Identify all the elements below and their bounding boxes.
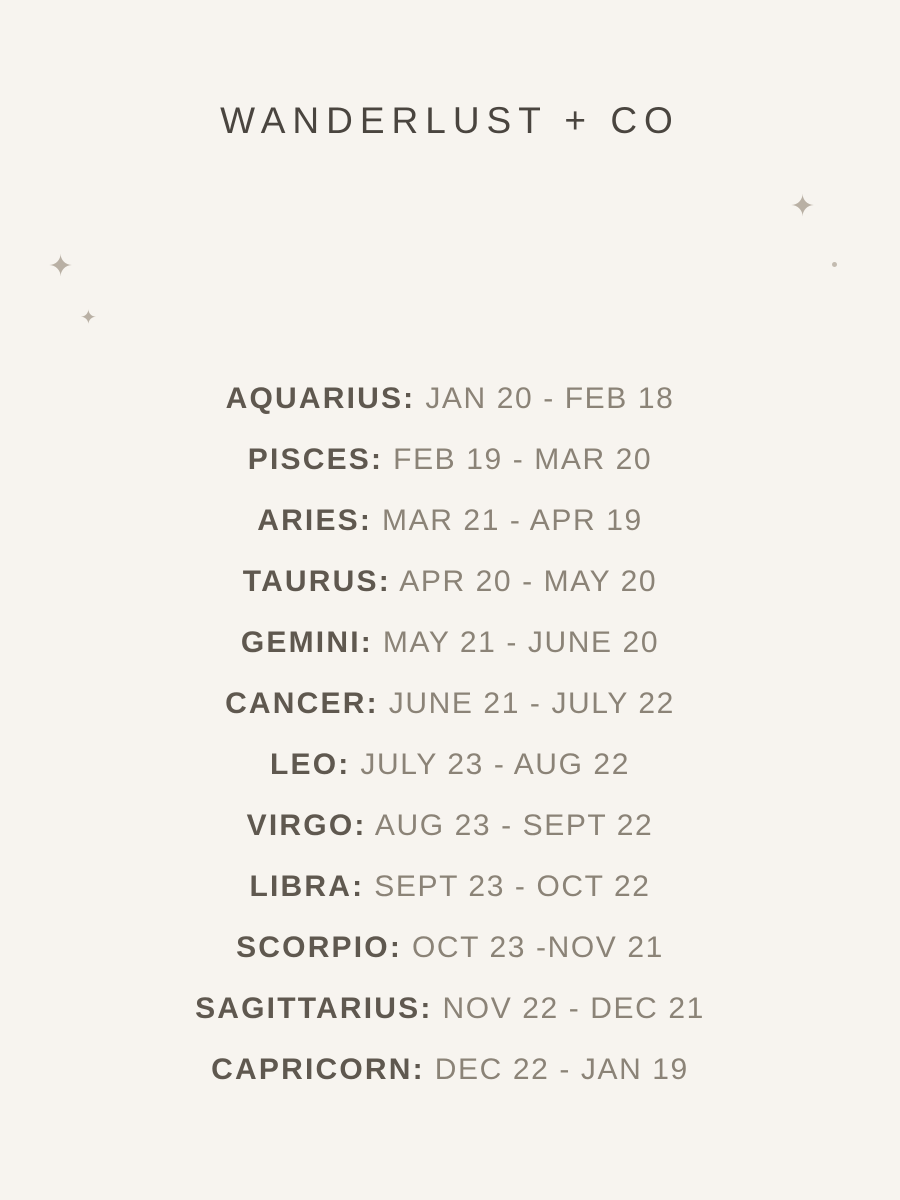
- sign-name: VIRGO:: [246, 809, 367, 842]
- sign-date-range: FEB 19 - MAR 20: [393, 443, 653, 476]
- list-item: [0, 429, 900, 490]
- list-item: [0, 917, 900, 978]
- list-item: [0, 978, 900, 1039]
- star-sign-list: [0, 368, 900, 1100]
- sign-date-range: APR 20 - MAY 20: [399, 565, 658, 598]
- sparkle-icon: ✦: [48, 250, 74, 283]
- sign-name: GEMINI:: [240, 626, 373, 659]
- sign-date-range: AUG 23 - SEPT 22: [374, 809, 654, 842]
- sign-name: PISCES:: [247, 443, 384, 476]
- list-item: [0, 734, 900, 795]
- list-item: [0, 368, 900, 429]
- sign-name: TAURUS:: [242, 565, 391, 598]
- sign-date-range: OCT 23 -NOV 21: [411, 931, 664, 964]
- sign-name: SCORPIO:: [236, 931, 403, 964]
- brand-title: WANDERLUST + CO: [220, 100, 680, 141]
- sign-date-range: JULY 23 - AUG 22: [360, 748, 631, 781]
- sparkle-icon: ✦: [80, 307, 97, 329]
- sign-date-range: SEPT 23 - OCT 22: [374, 870, 651, 903]
- sign-date-range: MAR 21 - APR 19: [382, 504, 643, 537]
- sign-name: LIBRA:: [249, 870, 365, 903]
- dot-icon: [832, 262, 837, 267]
- list-item: [0, 673, 900, 734]
- list-item: [0, 856, 900, 917]
- sign-name: ARIES:: [257, 504, 373, 537]
- sign-date-range: JAN 20 - FEB 18: [425, 382, 675, 415]
- list-item: [0, 612, 900, 673]
- sign-name: CANCER:: [225, 687, 379, 720]
- list-item: [0, 1039, 900, 1100]
- sign-date-range: DEC 22 - JAN 19: [434, 1053, 689, 1086]
- sign-name: CAPRICORN:: [211, 1053, 425, 1086]
- sparkle-icon: ✦: [790, 190, 816, 223]
- sign-date-range: MAY 21 - JUNE 20: [382, 626, 660, 659]
- list-item: [0, 551, 900, 612]
- list-item: [0, 490, 900, 551]
- sign-date-range: NOV 22 - DEC 21: [442, 992, 705, 1025]
- sign-name: LEO:: [269, 748, 351, 781]
- list-item: [0, 795, 900, 856]
- sign-name: SAGITTARIUS:: [195, 992, 433, 1025]
- sign-date-range: JUNE 21 - JULY 22: [388, 687, 675, 720]
- sign-name: AQUARIUS:: [225, 382, 416, 415]
- headline-container: [0, 218, 900, 328]
